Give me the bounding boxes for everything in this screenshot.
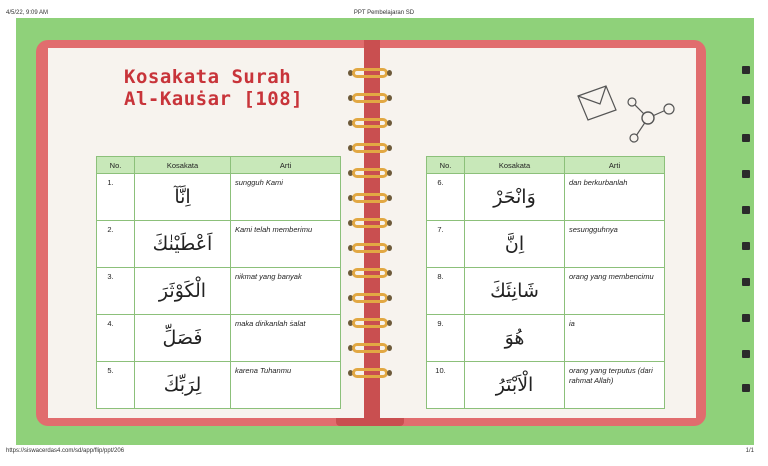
row-number: 6. <box>427 174 465 221</box>
table-row <box>97 315 341 362</box>
binder-ring <box>346 118 394 128</box>
side-tab <box>742 384 750 392</box>
side-tabs <box>740 58 750 418</box>
row-number: 7. <box>427 221 465 268</box>
arabic-word: هُوَ <box>465 315 565 362</box>
binder-ring <box>346 93 394 103</box>
vocab-table-right <box>426 156 665 409</box>
page-title-line2: Al-Kauṡar [108] <box>124 88 304 110</box>
arabic-word: اِنَّ <box>465 221 565 268</box>
word-meaning: nikmat yang banyak <box>231 268 341 315</box>
word-meaning: Kami telah memberimu <box>231 221 341 268</box>
table-row <box>427 315 665 362</box>
word-meaning: ia <box>565 315 665 362</box>
row-number: 4. <box>97 315 135 362</box>
word-meaning: sungguh Kami <box>231 174 341 221</box>
binder-ring <box>346 168 394 178</box>
row-number: 3. <box>97 268 135 315</box>
print-page-count: 1/1 <box>745 448 754 454</box>
print-footer <box>0 446 768 460</box>
side-tab <box>742 314 750 322</box>
side-tab <box>742 96 750 104</box>
table-row <box>97 221 341 268</box>
word-meaning: karena Tuhanmu <box>231 362 341 409</box>
binder-ring <box>346 268 394 278</box>
arabic-word: فَصَلِّ <box>135 315 231 362</box>
vocab-table-left <box>96 156 341 409</box>
envelope-icon <box>578 86 616 120</box>
slide <box>16 18 754 445</box>
binder-rings <box>346 48 394 418</box>
table-row <box>427 362 665 409</box>
binder-ring <box>346 218 394 228</box>
side-tab <box>742 242 750 250</box>
network-icon <box>628 98 674 142</box>
side-tab <box>742 278 750 286</box>
binder-ring <box>346 343 394 353</box>
word-meaning: sesungguhnya <box>565 221 665 268</box>
side-tab <box>742 206 750 214</box>
row-number: 10. <box>427 362 465 409</box>
print-title: PPT Pembelajaran SD <box>353 10 415 16</box>
row-number: 1. <box>97 174 135 221</box>
word-meaning: orang yang membencimu <box>565 268 665 315</box>
arabic-word: اِنَّآ <box>135 174 231 221</box>
binder-ring <box>346 143 394 153</box>
decoration <box>576 82 696 152</box>
binder-ring <box>346 293 394 303</box>
column-arti: Arti <box>565 157 665 174</box>
side-tab <box>742 134 750 142</box>
table-row <box>427 221 665 268</box>
table-row <box>427 268 665 315</box>
print-date: 4/5/22, 9:09 AM <box>6 10 49 16</box>
word-meaning: orang yang terputus (dari rahmat Allah) <box>565 362 665 409</box>
table-header-row <box>97 157 341 174</box>
table-row <box>97 174 341 221</box>
page-title <box>124 66 324 110</box>
column-no: No. <box>97 157 135 174</box>
binder-ring <box>346 318 394 328</box>
page-title-line1: Kosakata Surah <box>124 66 292 88</box>
column-kosakata: Kosakata <box>135 157 231 174</box>
side-tab <box>742 350 750 358</box>
column-no: No. <box>427 157 465 174</box>
table-row <box>427 174 665 221</box>
table-row <box>97 362 341 409</box>
column-arti: Arti <box>231 157 341 174</box>
row-number: 5. <box>97 362 135 409</box>
row-number: 8. <box>427 268 465 315</box>
column-kosakata: Kosakata <box>465 157 565 174</box>
arabic-word: وَانْحَرْ <box>465 174 565 221</box>
binder-ring <box>346 368 394 378</box>
word-meaning: maka dirikanlah ṡalat <box>231 315 341 362</box>
row-number: 2. <box>97 221 135 268</box>
word-meaning: dan berkurbanlah <box>565 174 665 221</box>
print-url: https://siswacerdas4.com/sd/app/flip/ppt/206 <box>6 448 125 454</box>
arabic-word: الْاَبْتَرُ <box>465 362 565 409</box>
binder-ring <box>346 243 394 253</box>
binder-ring <box>346 68 394 78</box>
side-tab <box>742 66 750 74</box>
arabic-word: اَعْطَيْنٰكَ <box>135 221 231 268</box>
table-row <box>97 268 341 315</box>
arabic-word: شَانِئَكَ <box>465 268 565 315</box>
side-tab <box>742 170 750 178</box>
table-header-row <box>427 157 665 174</box>
row-number: 9. <box>427 315 465 362</box>
arabic-word: الْكَوْثَرَ <box>135 268 231 315</box>
binder-ring <box>346 193 394 203</box>
arabic-word: لِرَبِّكَ <box>135 362 231 409</box>
